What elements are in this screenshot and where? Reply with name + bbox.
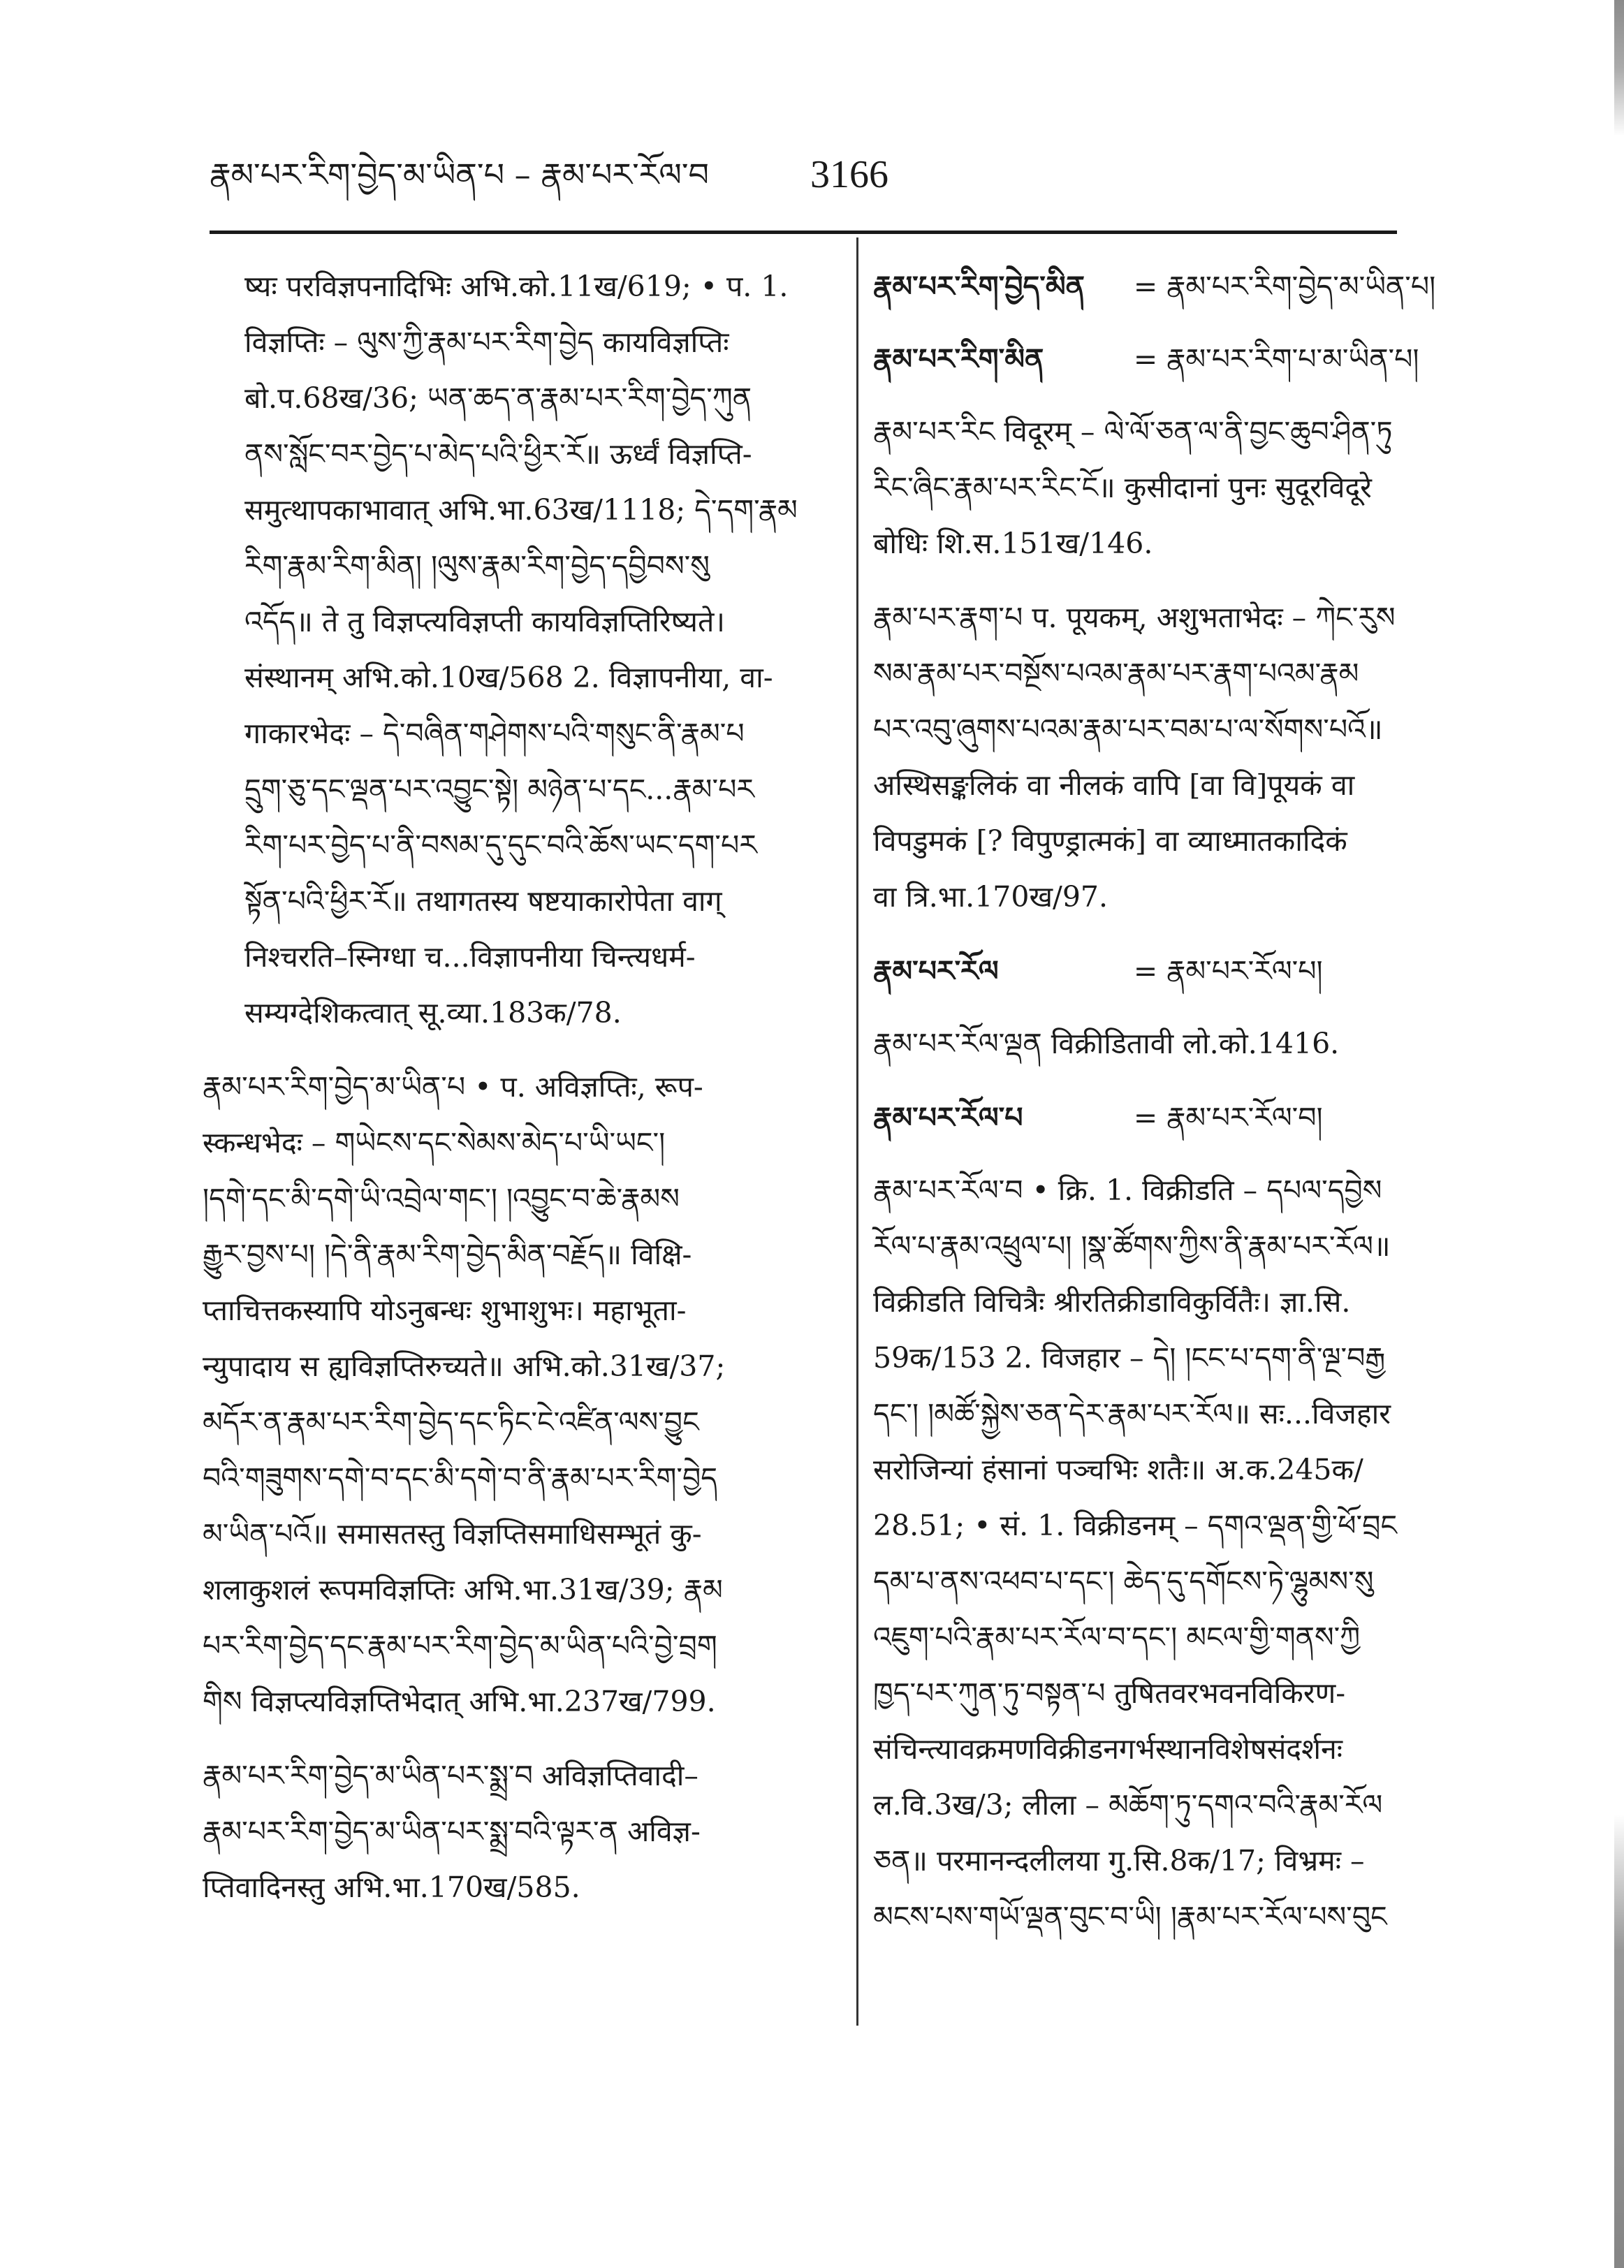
cross-reference (873, 943, 1516, 999)
text-line: न्युपादाय स ह्यविज्ञप्तिरुच्यते॥ अभि.को.31ख/37; (203, 1349, 726, 1383)
page-number: 3166 (810, 153, 888, 196)
text-line: अस्थिसङ्कलिकं वा नीलकं वापि [वा वि]पूयकं वा (873, 768, 1355, 802)
text-line: प्तिवादिनस्तु अभि.भा.170ख/585. (203, 1871, 580, 1904)
text-line: विपडुमकं [? विपुण्ड्रात्मकं] वा व्याध्मातकादिकं (873, 824, 1347, 858)
text-line: རིག་པར་བྱེད་པ་ནི་བསམ་དུ་དུང་བའི་ཆོས་ཡང་དག་པར (244, 828, 757, 862)
entry-headline: རྣམ་པར་རྣག་པ प. पूयकम्, अशुभताभेदः – ཀེང་རུས (873, 601, 1396, 634)
text-line: शलाकुशलं रूपमविज्ञप्तिः अभि.भा.31ख/39; རྣམ (203, 1573, 723, 1607)
cross-reference (873, 331, 1516, 387)
equals-sign: = (1133, 954, 1158, 988)
text-line: སྟོན་པའི་ཕྱིར་རོ॥ तथागतस्य षष्टयाकारोपेता वाग् (244, 884, 722, 918)
text-line: वा त्रि.भा.170ख/97. (873, 880, 1109, 914)
scan-edge-shadow (1614, 0, 1624, 2268)
text-line: ष्यः परविज्ञपनादिभिः अभि.को.11ख/619; • प. 1. (244, 270, 789, 303)
headword: རྣམ་པར་རིག་མིན (873, 342, 1044, 376)
equals-sign: = (1133, 270, 1158, 303)
text-line: མདོར་ན་རྣམ་པར་རིག་བྱེད་དང་ཏིང་ངེ་འཛིན་ལས་བྱུང (203, 1405, 699, 1439)
text-line: संचिन्त्यावक्रमणविक्रीडनगर्भस्थानविशेषसंदर्शनः (873, 1732, 1343, 1766)
text-line: གིས विज्ञप्त्यविज्ञप्तिभेदात् अभि.भा.237ख/799. (203, 1685, 716, 1718)
text-line: བའི་གཟུགས་དགེ་བ་དང་མི་དགེ་བ་ནི་རྣམ་པར་རིག་བྱེད (203, 1461, 718, 1495)
text-line: 28.51; • सं. 1. विक्रीडनम् – དགའ་ལྡན་གྱི་ཕོ་བྲང (873, 1509, 1398, 1542)
text-line: प्ताचित्तकस्यापि योऽनुबन्धः शुभाशुभः। महाभूता- (203, 1294, 687, 1327)
text-line: མངས་པས་གཡོ་ལྡན་བུང་བ་ཡི། །རྣམ་པར་རོལ་པས་བུང (873, 1900, 1387, 1933)
dictionary-entry (873, 404, 1516, 571)
text-line: རོལ་པ་རྣམ་འཕྲུལ་པ། །སྣ་ཚོགས་ཀྱིས་ནི་རྣམ་པར་རོལ॥ (873, 1229, 1391, 1263)
dictionary-entry (203, 1059, 835, 1729)
right-column (873, 258, 1516, 1963)
text-line: རྒྱུར་བྱས་པ། །དེ་ནི་རྣམ་རིག་བྱེད་མིན་བརྗོད॥ विक्षि- (203, 1238, 692, 1271)
text-line: རྣམ་པར་རིག་བྱེད་མ་ཡིན་པར་སྨྲ་བའི་ལྟར་ན अविज्ञ- (203, 1815, 701, 1848)
text-line: པར་རིག་བྱེད་དང་རྣམ་པར་རིག་བྱེད་མ་ཡིན་པའི་བྱེ་བྲག (203, 1629, 717, 1662)
text-line: པར་འབུ་ཞུགས་པའམ་རྣམ་པར་བམ་པ་ལ་སོགས་པའོ॥ (873, 712, 1383, 746)
text-line: དང་། །མཚོ་སྐྱེས་ཅན་དེར་རྣམ་པར་རོལ॥ सः...विजहार (873, 1397, 1391, 1431)
cross-reference (873, 258, 1516, 314)
text-line: सरोजिन्यां हंसानां पञ्चभिः शतैः॥ अ.क.245क/ (873, 1453, 1363, 1486)
dictionary-entry (203, 1748, 835, 1915)
text-line: बो.प.68ख/36; ཡན་ཆད་ན་རྣམ་པར་རིག་བྱེད་ཀུན (244, 381, 752, 415)
cross-reference (873, 1090, 1516, 1146)
headword: རྣམ་པར་རོལ (873, 954, 999, 988)
text-line: 59क/153 2. विजहार – དེ། །ངང་པ་དག་ནི་ལྔ་བརྒྱ (873, 1341, 1386, 1375)
text-line: ཅན॥ परमानन्दलीलया गु.सि.8क/17; विभ्रमः – (873, 1844, 1365, 1878)
text-line: समुत्थापकाभावात् अभि.भा.63ख/1118; དེ་དག་རྣམ (244, 493, 798, 527)
text-line: विज्ञप्तिः – ལུས་ཀྱི་རྣམ་པར་རིག་བྱེད कायविज्ञप्तिः (244, 325, 729, 359)
text-line: རིག་རྣམ་རིག་མིན། །ལུས་རྣམ་རིག་བྱེད་དབྱིབས་སུ (244, 549, 710, 583)
headword: རྣམ་པར་རིག་བྱེད་མིན (873, 270, 1085, 303)
text-line: དྲུག་ཅུ་དང་ལྡན་པར་འབྱུང་སྟེ། མཉེན་པ་དང...རྣམ་པར (244, 773, 754, 806)
text-line: འདོད॥ ते तु विज्ञप्त्यविज्ञप्ती कायविज्ञप्तिरिष्यते। (244, 605, 725, 638)
page-header (210, 140, 1397, 210)
text-line: संस्थानम् अभि.को.10ख/568 2. विज्ञापनीया, वा- (244, 661, 773, 694)
running-head: རྣམ་པར་རིག་བྱེད་མ་ཡིན་པ – རྣམ་པར་རོལ་བ (210, 156, 710, 193)
text-line: འཇུག་པའི་རྣམ་པར་རོལ་བ་དང་། མངལ་གྱི་གནས་ཀྱི (873, 1620, 1361, 1654)
text-line: निश्चरति–स्निग्धा च...विज्ञापनीया चिन्त्यधर्म- (244, 940, 696, 974)
reference-target: རྣམ་པར་རིག་པ་མ་ཡིན་པ། (1166, 342, 1419, 376)
reference-target: རྣམ་པར་རོལ་པ། (1166, 954, 1323, 988)
text-line: विक्रीडति विचित्रैः श्रीरतिक्रीडाविकुर्वितैः। ज्ञा.सि. (873, 1285, 1351, 1319)
text-line: ल.वि.3ख/3; लीला – མཆོག་ཏུ་དགའ་བའི་རྣམ་རོལ (873, 1788, 1383, 1822)
entry-headline: རྣམ་པར་རིང विदूरम् – ལེ་ལོ་ཅན་ལ་ནི་བྱང་ཆུབ་ཤིན་ཏུ (873, 415, 1393, 448)
text-line: རིང་ཞིང་རྣམ་པར་རིང་ངོ॥ कुसीदानां पुनः सुदूरविदूरे (873, 471, 1372, 504)
entry-headline: རྣམ་པར་རོལ་ལྡན विक्रीडितावी लो.को.1416. (873, 1027, 1340, 1060)
column-divider (856, 237, 858, 2026)
text-line: ནས་སློང་བར་བྱེད་པ་མེད་པའི་ཕྱིར་རོ॥ ऊर्ध्वं विज्ञप्ति- (244, 437, 752, 471)
equals-sign: = (1133, 1101, 1158, 1134)
header-rule (210, 231, 1397, 234)
entry-headline: རྣམ་པར་རིག་བྱེད་མ་ཡིན་པར་སྨྲ་བ अविज्ञप्तिवादी– (203, 1759, 698, 1792)
text-line: དམ་པ་ནས་འཕབ་པ་དང་། ཆེད་དུ་དགོངས་ཏེ་ལྷུམས་སུ (873, 1565, 1374, 1598)
entry-continuation (203, 258, 835, 1041)
text-line: སམ་རྣམ་པར་བསྔོས་པའམ་རྣམ་པར་རྣག་པའམ་རྣམ (873, 657, 1359, 690)
text-line: सम्यग्देशिकत्वात् सू.व्या.183क/78. (244, 996, 622, 1030)
text-line: बोधिः शि.स.151ख/146. (873, 527, 1153, 560)
reference-target: རྣམ་པར་རིག་བྱེད་མ་ཡིན་པ། (1166, 270, 1436, 303)
text-line: ཁྱད་པར་ཀུན་ཏུ་བསྟན་པ तुषितवरभवनविकिरण- (873, 1676, 1346, 1710)
dictionary-entry (873, 1016, 1516, 1071)
left-column (203, 258, 835, 1933)
text-line: མ་ཡིན་པའོ॥ समासतस्तु विज्ञप्तिसमाधिसम्भूतं कु- (203, 1517, 702, 1551)
equals-sign: = (1133, 342, 1158, 376)
headword: རྣམ་པར་རོལ་པ (873, 1101, 1023, 1134)
dictionary-entry (873, 1162, 1516, 1945)
text-line: गाकारभेदः – དེ་བཞིན་གཤེགས་པའི་གསུང་ནི་རྣམ་པ (244, 717, 745, 750)
text-line: स्कन्धभेदः – གཡེངས་དང་སེམས་མེད་པ་ཡི་ཡང་། (203, 1126, 666, 1159)
entry-headline: རྣམ་པར་རིག་བྱེད་མ་ཡིན་པ • प. अविज्ञप्तिः, रूप- (203, 1070, 703, 1104)
entry-headline: རྣམ་པར་རོལ་བ • क्रि. 1. विक्रीडति – དཔལ་དབྱེས (873, 1173, 1382, 1207)
text-line: །དགེ་དང་མི་དགེ་ཡི་འབྲེལ་གང་། །འབྱུང་བ་ཆེ་རྣམས (203, 1182, 680, 1215)
reference-target: རྣམ་པར་རོལ་བ། (1166, 1101, 1323, 1134)
dictionary-entry (873, 590, 1516, 925)
